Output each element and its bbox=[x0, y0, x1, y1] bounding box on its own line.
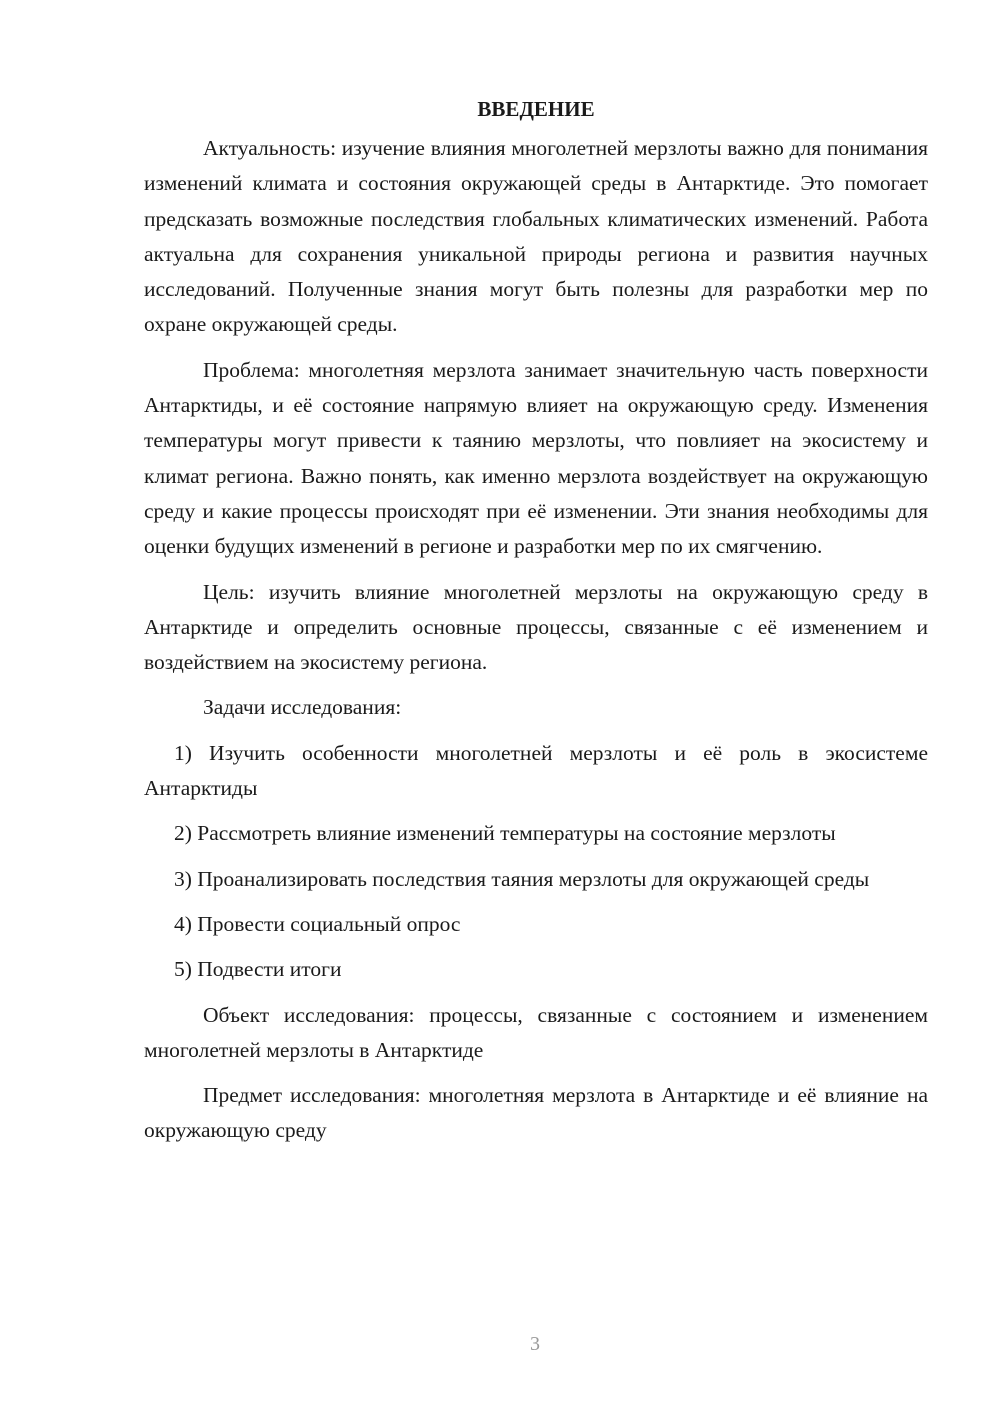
goal-paragraph: Цель: изучить влияние многолетней мерзлоты на окружающую среду в Антарктиде и определить основные процессы, связанные с её изменением и воздействием на экосистему региона. bbox=[144, 579, 928, 675]
task-item: 5) Подвести итоги bbox=[174, 957, 342, 982]
task-item: 2) Рассмотреть влияние изменений температуры на состояние мерзлоты bbox=[174, 821, 836, 846]
tasks-title: Задачи исследования: bbox=[203, 695, 402, 720]
object-paragraph: Объект исследования: процессы, связанные с состоянием и изменением многолетней мерзлоты в Антарктиде bbox=[144, 1002, 928, 1062]
relevance-paragraph: Актуальность: изучение влияния многолетней мерзлоты важно для понимания изменений климата и состояния окружающей среды в Антарктиде. Это помогает предсказать возможные последствия глобальных климатических изменений. Работа актуальна для сохранения уникальной природы региона и развития научных исследований. Полученные знания могут быть полезны для разработки мер по охране окружающей среды. bbox=[144, 136, 928, 337]
document-page bbox=[144, 92, 928, 1159]
section-heading: ВВЕДЕНИЕ bbox=[477, 97, 595, 121]
problem-paragraph: Проблема: многолетняя мерзлота занимает значительную часть поверхности Антарктиды, и её состояние напрямую влияет на окружающую среду. Изменения температуры могут привести к таянию мерзлоты, что повлияет на экосистему и климат региона. Важно понять, как именно мерзлота воздействует на окружающую среду и какие процессы происходят при её изменении. Эти знания необходимы для оценки будущих изменений в регионе и разработки мер по их смягчению. bbox=[144, 357, 928, 559]
task-item: 1) Изучить особенности многолетней мерзлоты и её роль в экосистеме Антарктиды bbox=[144, 740, 928, 801]
page-number: 3 bbox=[530, 1333, 540, 1355]
task-item: 4) Провести социальный опрос bbox=[174, 911, 461, 936]
task-item: 3) Проанализировать последствия таяния мерзлоты для окружающей среды bbox=[174, 866, 870, 891]
subject-paragraph: Предмет исследования: многолетняя мерзлота в Антарктиде и её влияние на окружающую среду bbox=[144, 1083, 928, 1143]
